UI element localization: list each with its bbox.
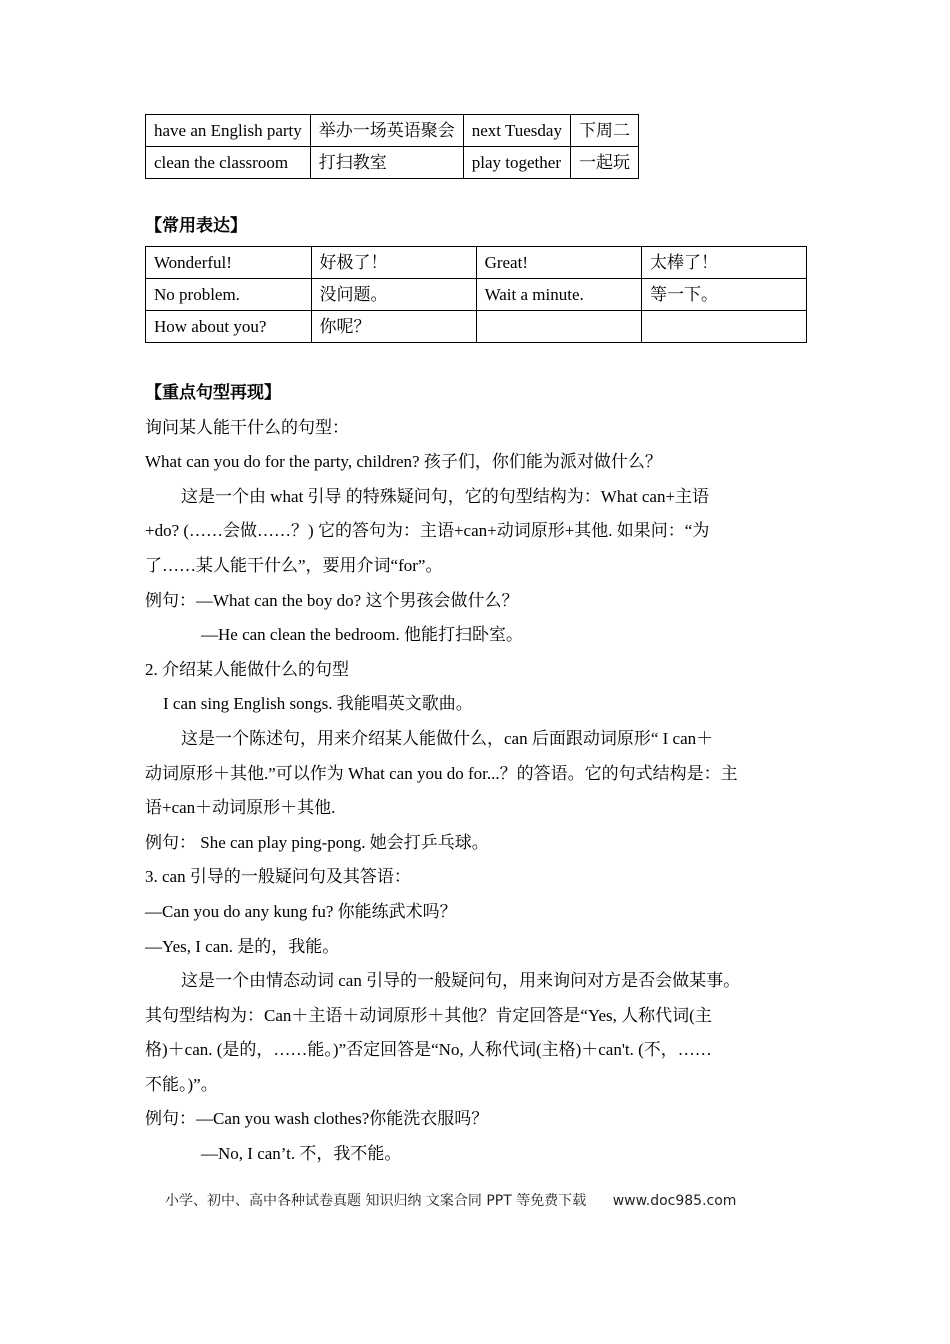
table-cell: How about you? (146, 311, 312, 343)
text-line: 询问某人能干什么的句型： (145, 417, 349, 437)
table-cell: Great! (476, 247, 641, 279)
table-row (146, 279, 807, 311)
table-cell: 你呢？ (311, 311, 476, 343)
text-line: 格)＋can. (是的，……能。)”否定回答是“No, 人称代词(主格)＋can't. (不，…… (145, 1040, 712, 1060)
table-cell: 下周二 (570, 115, 638, 147)
text-line: 语+can＋动词原形＋其他. (145, 798, 336, 818)
expressions-table (145, 246, 807, 343)
text-line: 2. 介绍某人能做什么的句型 (145, 659, 349, 679)
table-row (146, 115, 639, 147)
table-cell: 等一下。 (641, 279, 806, 311)
table-cell (476, 311, 641, 343)
page-footer (165, 1190, 805, 1210)
table-cell: No problem. (146, 279, 312, 311)
text-line: 例句： She can play ping-pong. 她会打乒乓球。 (145, 832, 489, 852)
text-line: 动词原形＋其他.”可以作为 What can you do for...？的答语。它的句式结构是：主 (145, 763, 738, 783)
table-row (146, 247, 807, 279)
text-line: 这是一个由 what 引导 的特殊疑问句，它的句型结构为：What can+主语 (181, 486, 710, 506)
vocabulary-table (145, 114, 639, 179)
table-cell: 举办一场英语聚会 (310, 115, 463, 147)
table-row (146, 147, 639, 179)
table-cell: Wonderful! (146, 247, 312, 279)
section-heading: 【重点句型再现】 (145, 383, 281, 403)
expressions-heading: 【常用表达】 (145, 216, 247, 236)
text-line: 这是一个由情态动词 can 引导的一般疑问句，用来询问对方是否会做某事。 (181, 971, 741, 991)
table-cell: 没问题。 (311, 279, 476, 311)
text-line: 其句型结构为：Can＋主语＋动词原形＋其他？肯定回答是“Yes, 人称代词(主 (145, 1005, 712, 1025)
text-line: 3. can 引导的一般疑问句及其答语： (145, 867, 411, 887)
table-row (146, 311, 807, 343)
table-cell: 太棒了！ (641, 247, 806, 279)
table-cell: 一起玩 (570, 147, 638, 179)
table-cell: next Tuesday (463, 115, 570, 147)
table-cell: 好极了！ (311, 247, 476, 279)
text-line: 这是一个陈述句，用来介绍某人能做什么，can 后面跟动词原形“ I can＋ (181, 728, 714, 748)
table-cell: 打扫教室 (310, 147, 463, 179)
text-line: —He can clean the bedroom. 他能打扫卧室。 (201, 625, 523, 645)
text-line: —No, I can’t. 不，我不能。 (201, 1144, 402, 1164)
table-cell: Wait a minute. (476, 279, 641, 311)
text-line: —Can you do any kung fu? 你能练武术吗？ (145, 901, 457, 921)
table-cell: have an English party (146, 115, 311, 147)
text-line: I can sing English songs. 我能唱英文歌曲。 (163, 694, 473, 714)
key-sentences-section (145, 376, 825, 1172)
footer-text: 小学、初中、高中各种试卷真题 知识归纳 文案合同 PPT 等免费下载 (165, 1193, 587, 1209)
text-line: +do? (……会做……？) 它的答句为：主语+can+动词原形+其他. 如果问：“为 (145, 521, 710, 541)
table-cell (641, 311, 806, 343)
text-line: 例句：—What can the boy do? 这个男孩会做什么？ (145, 590, 519, 610)
table-cell: play together (463, 147, 570, 179)
text-line: 例句：—Can you wash clothes?你能洗衣服吗？ (145, 1109, 489, 1129)
table-cell: clean the classroom (146, 147, 311, 179)
text-line: —Yes, I can. 是的，我能。 (145, 936, 340, 956)
text-line: 了……某人能干什么”，要用介词“for”。 (145, 555, 443, 575)
footer-url[interactable]: www.doc985.com (612, 1193, 737, 1209)
text-line: 不能。)”。 (145, 1074, 218, 1094)
text-line: What can you do for the party, children? 孩子们，你们能为派对做什么？ (145, 452, 662, 472)
